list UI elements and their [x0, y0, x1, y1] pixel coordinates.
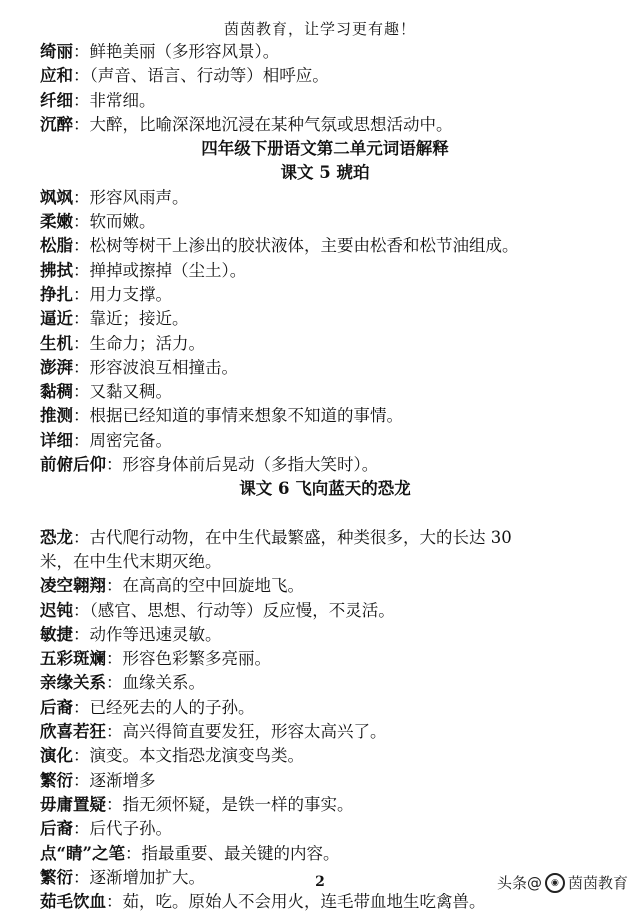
entry-separator: ： — [73, 333, 90, 353]
entry-definition: 又黏又稠。 — [89, 382, 172, 402]
entry-separator: ： — [106, 722, 123, 742]
lesson-heading: 课文 5 琥珀 — [280, 163, 370, 183]
entry-term: 后裔 — [40, 697, 73, 717]
entry-definition: 周密完备。 — [89, 430, 172, 450]
entry-separator: ： — [73, 430, 90, 450]
entry-term: 纤细 — [40, 90, 73, 110]
entry-term: 前俯后仰 — [40, 455, 106, 475]
entry-term: 敏捷 — [40, 624, 73, 644]
entry-term: 恐龙 — [40, 527, 73, 547]
glossary-entry — [40, 696, 610, 720]
entry-term: 绮丽 — [40, 42, 73, 61]
entry-separator: ： — [106, 576, 123, 596]
watermark-name: 茵茵教育 — [567, 874, 628, 892]
entry-term: 挣扎 — [40, 284, 73, 304]
entry-definition: 松树等树干上渗出的胶状液体，主要由松香和松节油组成。 — [89, 236, 519, 256]
entry-term: 迟钝 — [40, 600, 73, 620]
entry-term: 拂拭 — [40, 260, 73, 280]
entry-definition: 形容风雨声。 — [89, 187, 189, 207]
glossary-entry — [40, 404, 610, 428]
entry-definition: 逐渐增多 — [89, 770, 156, 790]
watermark-prefix: 头条 — [496, 874, 527, 892]
entry-definition: 用力支撑。 — [89, 284, 172, 304]
entry-term: 飒飒 — [40, 187, 73, 207]
entry-separator: ： — [73, 309, 90, 329]
watermark-at: @ — [526, 873, 542, 892]
glossary-entry — [40, 671, 610, 695]
entry-definition: 掸掉或擦掉（尘土）。 — [89, 260, 247, 280]
entry-separator: ： — [73, 357, 90, 377]
entry-separator: ： — [73, 624, 90, 644]
entry-definition: 指无须怀疑，是铁一样的事实。 — [122, 794, 354, 814]
entry-term: 亲缘关系 — [40, 673, 106, 693]
glossary-entry — [40, 429, 610, 453]
entry-term: 沉醉 — [40, 114, 73, 134]
entry-definition: 在高高的空中回旋地飞。 — [122, 576, 304, 596]
entry-separator: ： — [73, 770, 90, 790]
glossary-entry — [40, 769, 610, 793]
entry-separator: ： — [106, 892, 123, 912]
entry-definition: 鲜艳美丽（多形容风景）。 — [89, 42, 280, 61]
entry-definition: 形容色彩繁多亮丽。 — [122, 649, 271, 669]
entry-definition: 靠近；接近。 — [89, 309, 189, 329]
glossary-entry — [40, 623, 610, 647]
entry-definition: 演变。本文指恐龙演变鸟类。 — [89, 746, 304, 766]
glossary-entry — [40, 234, 610, 258]
glossary-entry — [40, 307, 610, 331]
glossary-entry — [40, 332, 610, 356]
glossary-entry — [40, 890, 610, 914]
entry-separator: ： — [124, 843, 142, 863]
glossary-entry — [40, 89, 610, 113]
glossary-entry — [40, 113, 610, 137]
glossary-entry — [40, 817, 610, 841]
glossary-entry — [40, 647, 610, 671]
entry-term: 茹毛饮血 — [40, 892, 106, 912]
entry-term: 繁衍 — [40, 867, 73, 887]
entry-term: 详细 — [40, 430, 73, 450]
entry-definition: 已经死去的人的子孙。 — [89, 697, 255, 717]
entry-definition: 高兴得简直要发狂，形容太高兴了。 — [122, 722, 387, 742]
entry-term: 柔嫩 — [40, 212, 73, 232]
page-number: 2 — [315, 874, 325, 890]
glossary-entry — [40, 842, 610, 866]
entry-separator: ： — [73, 819, 90, 839]
entry-separator: ： — [73, 90, 90, 110]
glossary-entry — [40, 599, 610, 623]
entry-separator: ： — [106, 673, 123, 693]
entry-definition: （声音、语言、行动等）相呼应。 — [89, 66, 329, 86]
entry-separator: ： — [73, 114, 90, 134]
glossary-entry — [40, 574, 610, 598]
entry-term: 繁衍 — [40, 770, 73, 790]
glossary-entry — [40, 356, 610, 380]
entry-term: 凌空翱翔 — [40, 576, 106, 596]
glossary-entry-continuation: 米，在中生代末期灭绝。 — [40, 551, 222, 571]
entry-term: 澎湃 — [40, 357, 73, 377]
entry-term: 逼近 — [40, 309, 73, 329]
entry-definition: 非常细。 — [89, 90, 156, 110]
lesson-heading: 课文 6 飞向蓝天的恐龙 — [239, 479, 411, 499]
glossary-entry — [40, 453, 610, 477]
glossary-entry — [40, 380, 610, 404]
entry-term: 应和 — [40, 66, 73, 86]
entry-separator: ： — [73, 382, 90, 402]
glossary-entry — [40, 283, 610, 307]
entry-definition: 生命力；活力。 — [89, 333, 205, 353]
entry-definition: 古代爬行动物，在中生代最繁盛，种类很多，大的长达 30 — [89, 527, 512, 547]
entry-definition: 指最重要、最关键的内容。 — [141, 843, 340, 863]
watermark — [497, 872, 628, 893]
entry-definition: 茹，吃。原始人不会用火，连毛带血地生吃禽兽。 — [122, 892, 486, 912]
glossary-entry — [40, 793, 610, 817]
glossary-entry — [40, 40, 610, 64]
glossary-section — [40, 477, 610, 914]
glossary-content — [40, 40, 610, 914]
entry-definition: 软而嫩。 — [89, 212, 156, 232]
glossary-section — [40, 40, 610, 137]
entry-definition: 根据已经知道的事情来想象不知道的事情。 — [89, 406, 403, 426]
glossary-entry — [40, 210, 610, 234]
entry-definition: 逐渐增加扩大。 — [89, 867, 205, 887]
entry-term: 演化 — [40, 746, 73, 766]
entry-term: 黏稠 — [40, 382, 73, 402]
entry-term: 五彩斑斓 — [40, 649, 106, 669]
entry-separator: ： — [73, 212, 90, 232]
entry-separator: ： — [106, 794, 123, 814]
entry-definition: 形容波浪互相撞击。 — [89, 357, 238, 377]
glossary-entry — [40, 259, 610, 283]
entry-separator: ： — [73, 746, 90, 766]
entry-separator: ： — [73, 66, 90, 86]
entry-term: 后裔 — [40, 819, 73, 839]
entry-definition: 动作等迅速灵敏。 — [89, 624, 222, 644]
glossary-entry — [40, 744, 610, 768]
entry-separator: ： — [73, 236, 90, 256]
entry-definition: （感官、思想、行动等）反应慢，不灵活。 — [89, 600, 395, 620]
entry-separator: ： — [73, 260, 90, 280]
blank-line — [40, 502, 610, 526]
glossary-entry — [40, 64, 610, 88]
entry-separator: ： — [73, 600, 90, 620]
entry-term: 松脂 — [40, 236, 73, 256]
entry-separator: ： — [73, 406, 90, 426]
entry-definition: 后代子孙。 — [89, 819, 172, 839]
entry-term: 欣喜若狂 — [40, 722, 106, 742]
entry-separator: ： — [106, 649, 123, 669]
entry-separator: ： — [73, 187, 90, 207]
entry-separator: ： — [73, 284, 90, 304]
unit-heading: 四年级下册语文第二单元词语解释 — [201, 139, 449, 159]
entry-term: 推测 — [40, 406, 73, 426]
entry-definition: 大醉，比喻深深地沉浸在某种气氛或思想活动中。 — [89, 114, 453, 134]
entry-separator: ： — [73, 697, 90, 717]
entry-term: 生机 — [40, 333, 73, 353]
entry-definition: 形容身体前后晃动（多指大笑时）。 — [122, 455, 379, 475]
entry-definition: 血缘关系。 — [122, 673, 205, 693]
glossary-entry — [40, 720, 610, 744]
entry-separator: ： — [106, 455, 123, 475]
entry-separator: ： — [73, 867, 90, 887]
entry-term: 毋庸置疑 — [40, 794, 106, 814]
entry-separator: ： — [73, 527, 90, 547]
entry-term: 点“睛”之笔 — [40, 843, 125, 863]
glossary-entry — [40, 526, 610, 550]
page-header: 茵茵教育，让学习更有趣！ — [223, 20, 416, 38]
glossary-section — [40, 137, 610, 477]
glossary-entry — [40, 186, 610, 210]
brand-logo-icon: ◉ — [545, 873, 565, 893]
entry-separator: ： — [73, 42, 90, 61]
